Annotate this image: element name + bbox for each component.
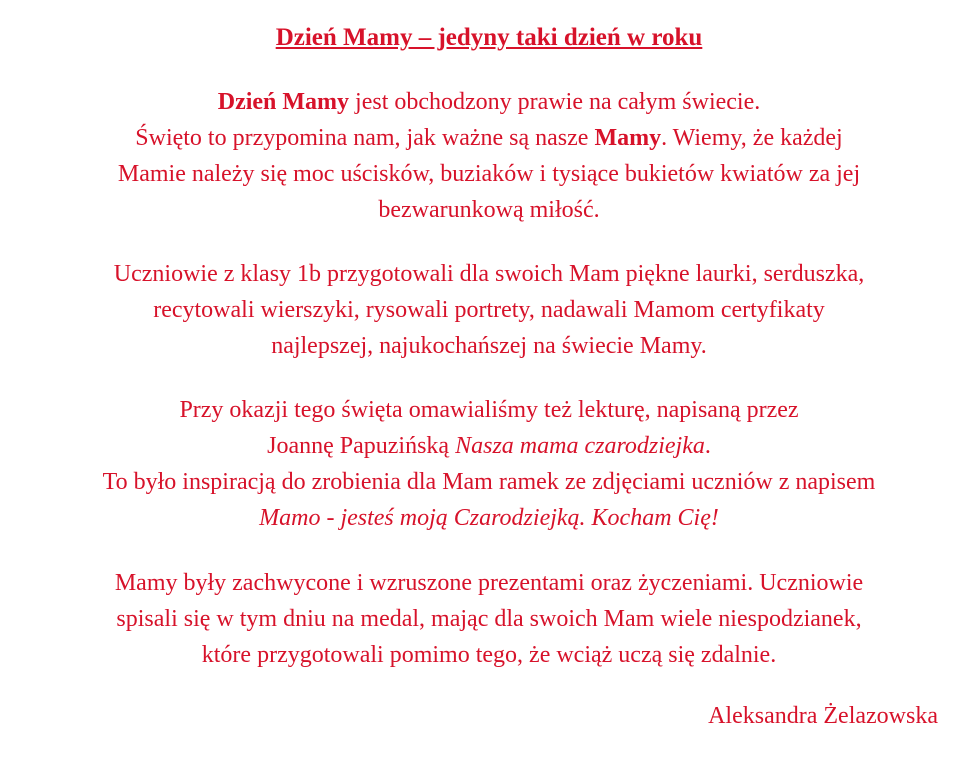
paragraph-line: spisali się w tym dniu na medal, mając dla swoich Mam wiele niespodzianek, <box>116 606 862 632</box>
text-run: . <box>704 433 711 459</box>
bold-phrase: Dzień Mamy <box>217 89 350 115</box>
paragraph-line: To było inspiracją do zrobienia dla Mam ramek ze zdjęciami uczniów z napisem <box>102 469 876 495</box>
paragraph-line: recytowali wierszyki, rysowali portrety, nadawali Mamom certyfikaty <box>153 297 825 323</box>
text-run: jest obchodzony prawie na całym świecie. <box>349 89 761 115</box>
document-title: Dzień Mamy – jedyny taki dzień w roku <box>275 24 703 51</box>
paragraph-line <box>0 120 978 156</box>
author-signature: Aleksandra Żelazowska <box>708 703 938 729</box>
paragraph-line: Mamy były zachwycone i wzruszone prezentami oraz życzeniami. Uczniowie <box>114 570 864 596</box>
paragraph-line: które przygotowali pomimo tego, że wciąż uczą się zdalnie. <box>201 642 777 668</box>
paragraph-summary <box>0 565 978 673</box>
frame-inscription: Mamo - jesteś moją Czarodziejką. Kocham Cię! <box>259 505 719 531</box>
paragraph-line: Uczniowie z klasy 1b przygotowali dla swoich Mam piękne laurki, serduszka, <box>113 261 865 287</box>
paragraph-line: bezwarunkową miłość. <box>378 197 600 223</box>
paragraph-line: najlepszej, najukochańszej na świecie Mamy. <box>271 333 707 359</box>
text-run: . Wiemy, że każdej <box>661 125 843 151</box>
text-run: Święto to przypomina nam, jak ważne są nasze <box>135 125 595 151</box>
paragraph-line: Mamie należy się moc uścisków, buziaków i tysiące bukietów kwiatów za jej <box>117 161 861 187</box>
paragraph-line <box>0 84 978 120</box>
paragraph-activities <box>0 256 978 364</box>
paragraph-lecture <box>0 392 978 536</box>
paragraph-intro <box>0 84 978 228</box>
paragraph-line <box>0 428 978 464</box>
text-run: Joannę Papuzińską <box>267 433 456 459</box>
paragraph-line: Przy okazji tego święta omawialiśmy też lekturę, napisaną przez <box>179 397 799 423</box>
book-title: Nasza mama czarodziejka <box>455 433 705 459</box>
bold-phrase: Mamy <box>594 125 662 151</box>
